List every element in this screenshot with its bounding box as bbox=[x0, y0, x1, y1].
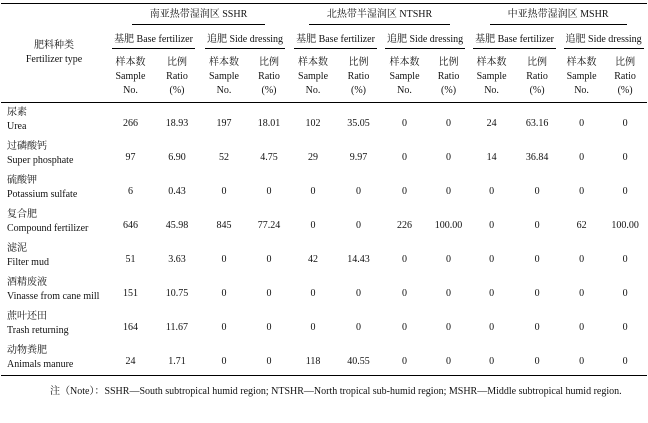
ratio-cell: 9.97 bbox=[349, 152, 368, 163]
application-label: 追肥 Side dressing bbox=[564, 34, 644, 49]
table-note: 注（Note）：SSHR—South subtropical humid region; NTSHR—North tropical sub-humid region; MSHR—Middle subtropical humid region. bbox=[50, 386, 622, 397]
fertilizer-name-cell bbox=[1, 307, 107, 341]
header-line: 比例 bbox=[348, 57, 369, 68]
sample-no-cell: 0 bbox=[402, 186, 408, 197]
sample-no-cell: 102 bbox=[305, 118, 321, 129]
header-line: No. bbox=[216, 85, 232, 96]
header-line: Ratio bbox=[166, 71, 188, 82]
sample-no-cell: 24 bbox=[107, 341, 154, 376]
sample-no-cell: 646 bbox=[123, 220, 138, 231]
fertilizer-name-zh: 复合肥 bbox=[7, 209, 37, 220]
ratio-cell: 0 bbox=[622, 322, 628, 333]
ratio-header bbox=[336, 52, 381, 103]
sample-no-cell: 24 bbox=[486, 118, 497, 129]
sample-no-cell: 97 bbox=[125, 152, 136, 163]
ratio-cell: 63.16 bbox=[525, 118, 549, 129]
header-line: (%) bbox=[351, 85, 367, 96]
sample-no-cell: 51 bbox=[125, 254, 136, 265]
ratio-cell: 11.67 bbox=[165, 322, 189, 333]
sample-no-cell: 0 bbox=[310, 220, 316, 231]
header-line: 样本数 bbox=[115, 57, 146, 68]
ratio-cell: 0 bbox=[514, 341, 560, 376]
header-line: Sample bbox=[389, 71, 420, 82]
base-fertilizer-header bbox=[107, 30, 200, 52]
sample-no-cell: 14 bbox=[486, 152, 497, 163]
application-label: 追肥 Side dressing bbox=[205, 34, 285, 49]
sample-no-cell: 0 bbox=[469, 341, 514, 376]
ratio-header bbox=[603, 52, 647, 103]
fertilizer-name-en: Vinasse from cane mill bbox=[7, 291, 100, 302]
base-fertilizer-header bbox=[469, 30, 560, 52]
sample-no-header bbox=[560, 52, 603, 103]
application-label: 基肥 Base fertilizer bbox=[112, 34, 195, 49]
ratio-cell: 0 bbox=[356, 220, 362, 231]
header-line: (%) bbox=[169, 85, 185, 96]
sample-no-cell: 164 bbox=[123, 322, 138, 333]
ratio-cell: 36.84 bbox=[525, 152, 549, 163]
sample-no-cell: 0 bbox=[489, 186, 495, 197]
base-fertilizer-header bbox=[290, 30, 381, 52]
ratio-cell: 10.75 bbox=[165, 288, 189, 299]
header-line: (%) bbox=[261, 85, 277, 96]
header-line: Ratio bbox=[614, 71, 636, 82]
fertilizer-table bbox=[1, 3, 647, 376]
sample-no-cell: 0 bbox=[221, 288, 227, 299]
sample-no-cell: 0 bbox=[310, 288, 316, 299]
ratio-cell: 18.01 bbox=[257, 118, 281, 129]
ratio-cell: 18.93 bbox=[165, 118, 189, 129]
region-header bbox=[469, 4, 647, 31]
fertilizer-name-zh: 蔗叶还田 bbox=[7, 311, 47, 322]
sample-no-cell: 226 bbox=[397, 220, 413, 231]
ratio-cell: 40.55 bbox=[336, 341, 381, 376]
ratio-cell: 0 bbox=[266, 254, 272, 265]
fertilizer-name-cell bbox=[1, 341, 107, 376]
table-row bbox=[1, 205, 647, 239]
table-row bbox=[1, 307, 647, 341]
fertilizer-name-cell bbox=[1, 137, 107, 171]
region-label: 南亚热带湿润区 SSHR bbox=[132, 9, 266, 25]
ratio-header bbox=[514, 52, 560, 103]
table-row bbox=[1, 341, 647, 376]
type-header-zh: 肥料种类 bbox=[34, 40, 74, 51]
ratio-cell: 0 bbox=[622, 118, 628, 129]
header-line: 比例 bbox=[167, 57, 187, 68]
header-line: 样本数 bbox=[209, 57, 239, 68]
sample-no-cell: 0 bbox=[489, 288, 495, 299]
fertilizer-name-zh: 滤泥 bbox=[7, 243, 27, 254]
fertilizer-name-zh: 过磷酸钙 bbox=[7, 141, 47, 152]
table-body bbox=[1, 103, 647, 376]
sample-no-cell: 0 bbox=[579, 254, 585, 265]
ratio-cell: 0 bbox=[446, 288, 452, 299]
ratio-cell: 0 bbox=[446, 254, 452, 265]
header-line: Sample bbox=[476, 71, 507, 82]
ratio-cell: 4.75 bbox=[260, 152, 278, 163]
ratio-cell: 6.90 bbox=[168, 152, 186, 163]
header-line: 比例 bbox=[615, 57, 636, 68]
header-line: 比例 bbox=[259, 57, 279, 68]
table-header bbox=[1, 4, 647, 103]
fertilizer-name-cell bbox=[1, 103, 107, 138]
sample-no-cell: 0 bbox=[489, 220, 495, 231]
sample-no-cell: 0 bbox=[221, 254, 227, 265]
sample-no-cell: 0 bbox=[402, 322, 408, 333]
fertilizer-name-cell bbox=[1, 239, 107, 273]
fertilizer-name-en: Potassium sulfate bbox=[7, 189, 78, 200]
ratio-cell: 0 bbox=[603, 341, 647, 376]
ratio-cell: 0 bbox=[534, 288, 540, 299]
sample-no-cell: 0 bbox=[579, 186, 585, 197]
fertilizer-name-en: Super phosphate bbox=[7, 155, 74, 166]
region-header bbox=[107, 4, 290, 31]
fertilizer-name-zh: 动物粪肥 bbox=[7, 345, 47, 356]
fertilizer-type-header bbox=[1, 4, 107, 103]
sample-no-header bbox=[381, 52, 428, 103]
ratio-cell: 35.05 bbox=[347, 118, 370, 129]
application-label: 追肥 Side dressing bbox=[385, 34, 465, 49]
header-line: 样本数 bbox=[298, 57, 329, 68]
sample-no-header bbox=[200, 52, 248, 103]
header-line: (%) bbox=[529, 85, 545, 96]
table-row bbox=[1, 171, 647, 205]
sample-no-cell: 0 bbox=[579, 118, 585, 129]
ratio-cell: 0 bbox=[266, 288, 272, 299]
fertilizer-name-en: Urea bbox=[7, 121, 27, 132]
header-line: Ratio bbox=[258, 71, 280, 82]
sample-no-cell: 0 bbox=[402, 118, 408, 129]
sample-no-cell: 0 bbox=[489, 322, 495, 333]
sample-no-cell: 151 bbox=[123, 288, 138, 299]
ratio-header bbox=[428, 52, 469, 103]
sample-no-cell: 0 bbox=[560, 341, 603, 376]
sample-no-cell: 0 bbox=[402, 288, 408, 299]
sample-no-cell: 0 bbox=[489, 254, 495, 265]
side-dressing-header bbox=[200, 30, 290, 52]
header-line: Ratio bbox=[526, 71, 548, 82]
ratio-header bbox=[248, 52, 290, 103]
sample-no-cell: 0 bbox=[221, 186, 227, 197]
sample-no-cell: 0 bbox=[381, 341, 428, 376]
header-line: (%) bbox=[441, 85, 457, 96]
sample-no-cell: 266 bbox=[123, 118, 138, 129]
sample-no-cell: 0 bbox=[310, 186, 316, 197]
ratio-cell: 1.71 bbox=[154, 341, 200, 376]
ratio-cell: 0 bbox=[534, 254, 540, 265]
sample-no-cell: 42 bbox=[308, 254, 319, 265]
header-line: 比例 bbox=[527, 57, 548, 68]
application-label: 基肥 Base fertilizer bbox=[294, 34, 377, 49]
table-row bbox=[1, 273, 647, 307]
fertilizer-name-cell bbox=[1, 171, 107, 205]
header-line: No. bbox=[123, 85, 138, 96]
header-line: Sample bbox=[115, 71, 146, 82]
ratio-cell: 0 bbox=[622, 254, 628, 265]
header-line: 比例 bbox=[438, 57, 459, 68]
ratio-cell: 0 bbox=[446, 152, 452, 163]
ratio-cell: 0 bbox=[534, 220, 540, 231]
ratio-cell: 0 bbox=[356, 322, 362, 333]
fertilizer-name-zh: 硫酸钾 bbox=[7, 175, 37, 186]
ratio-cell: 0 bbox=[622, 186, 628, 197]
ratio-cell: 0 bbox=[446, 186, 452, 197]
fertilizer-name-en: Filter mud bbox=[7, 257, 49, 268]
type-header-en: Fertilizer type bbox=[25, 54, 83, 65]
ratio-cell: 77.24 bbox=[257, 220, 281, 231]
region-label: 北热带半湿润区 NTSHR bbox=[309, 9, 450, 25]
fertilizer-table-container bbox=[0, 3, 648, 397]
fertilizer-name-cell bbox=[1, 205, 107, 239]
ratio-cell: 3.63 bbox=[168, 254, 186, 265]
ratio-cell: 0 bbox=[428, 341, 469, 376]
sample-no-cell: 197 bbox=[216, 118, 232, 129]
ratio-cell: 100.00 bbox=[611, 220, 639, 231]
ratio-header bbox=[154, 52, 200, 103]
sample-no-cell: 0 bbox=[221, 322, 227, 333]
region-label: 中亚热带湿润区 MSHR bbox=[490, 9, 627, 25]
side-dressing-header bbox=[560, 30, 647, 52]
fertilizer-name-en: Trash returning bbox=[7, 325, 69, 336]
sample-no-cell: 0 bbox=[579, 152, 585, 163]
side-dressing-header bbox=[381, 30, 469, 52]
sample-no-cell: 118 bbox=[290, 341, 336, 376]
header-line: No. bbox=[574, 85, 589, 96]
sample-no-cell: 0 bbox=[579, 288, 585, 299]
sample-no-cell: 0 bbox=[310, 322, 316, 333]
region-header-row bbox=[1, 4, 647, 31]
header-line: 样本数 bbox=[566, 57, 597, 68]
ratio-cell: 0 bbox=[356, 288, 362, 299]
header-line: No. bbox=[484, 85, 499, 96]
sample-no-cell: 0 bbox=[579, 322, 585, 333]
header-line: No. bbox=[397, 85, 412, 96]
ratio-cell: 0 bbox=[356, 186, 362, 197]
fertilizer-name-zh: 尿素 bbox=[7, 107, 27, 118]
sample-no-header bbox=[290, 52, 336, 103]
header-line: Sample bbox=[298, 71, 329, 82]
sample-no-cell: 52 bbox=[219, 152, 229, 163]
sample-no-cell: 845 bbox=[216, 220, 232, 231]
ratio-cell: 45.98 bbox=[165, 220, 189, 231]
header-line: (%) bbox=[617, 85, 633, 96]
table-row bbox=[1, 137, 647, 171]
sample-no-header bbox=[469, 52, 514, 103]
header-line: Ratio bbox=[437, 71, 460, 82]
sample-no-cell: 29 bbox=[308, 152, 319, 163]
ratio-cell: 100.00 bbox=[434, 220, 463, 231]
region-header bbox=[290, 4, 469, 31]
header-line: 样本数 bbox=[476, 57, 507, 68]
ratio-cell: 0 bbox=[446, 322, 452, 333]
table-row bbox=[1, 103, 647, 138]
application-label: 基肥 Base fertilizer bbox=[473, 34, 556, 49]
sample-no-cell: 0 bbox=[402, 254, 408, 265]
header-line: Sample bbox=[566, 71, 597, 82]
ratio-cell: 0 bbox=[534, 186, 540, 197]
fertilizer-name-cell bbox=[1, 273, 107, 307]
sample-no-cell: 0 bbox=[402, 152, 408, 163]
ratio-cell: 0 bbox=[534, 322, 540, 333]
sample-no-header bbox=[107, 52, 154, 103]
ratio-cell: 0 bbox=[248, 341, 290, 376]
ratio-cell: 0 bbox=[622, 288, 628, 299]
header-line: 样本数 bbox=[389, 57, 420, 68]
header-line: Sample bbox=[209, 71, 239, 82]
fertilizer-name-en: Animals manure bbox=[7, 359, 74, 370]
header-line: No. bbox=[305, 85, 321, 96]
fertilizer-name-en: Compound fertilizer bbox=[7, 223, 89, 234]
ratio-cell: 0 bbox=[266, 186, 272, 197]
sample-no-cell: 62 bbox=[576, 220, 587, 231]
header-line: Ratio bbox=[347, 71, 370, 82]
fertilizer-name-zh: 酒精废液 bbox=[7, 277, 47, 288]
ratio-cell: 0 bbox=[266, 322, 272, 333]
table-row bbox=[1, 239, 647, 273]
sample-no-cell: 0 bbox=[200, 341, 248, 376]
ratio-cell: 0 bbox=[446, 118, 452, 129]
sample-no-cell: 6 bbox=[128, 186, 133, 197]
ratio-cell: 14.43 bbox=[347, 254, 370, 265]
ratio-cell: 0.43 bbox=[168, 186, 186, 197]
ratio-cell: 0 bbox=[622, 152, 628, 163]
